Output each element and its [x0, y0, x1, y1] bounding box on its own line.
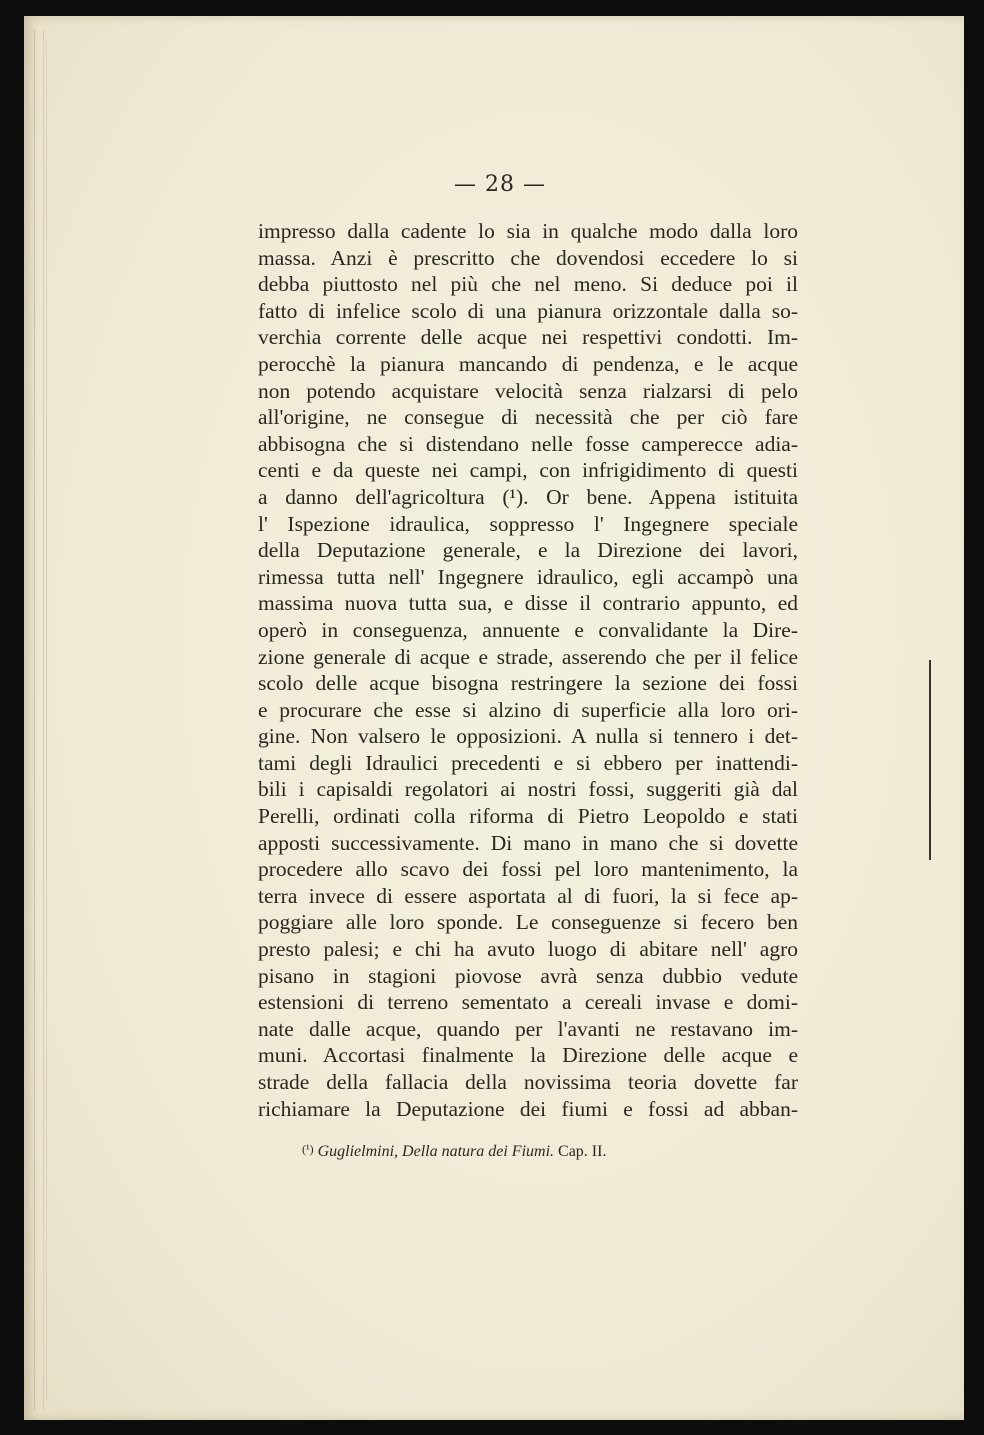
footnote-marker: (¹) — [302, 1142, 314, 1156]
text-line: zione generale di acque e strade, asserendo che per il felice — [258, 644, 798, 669]
text-line: nate dalle acque, quando per l'avanti ne restavano im- — [258, 1016, 798, 1041]
text-line: abbisogna che si distendano nelle fosse camperecce adia- — [258, 431, 798, 456]
text-line: poggiare alle loro sponde. Le conseguenze si fecero ben — [258, 910, 798, 935]
text-line: terra invece di essere asportata al di fuori, la si fece ap- — [258, 883, 798, 908]
text-line: centi e da queste nei campi, con infrigidimento di questi — [258, 458, 798, 483]
body-text — [258, 218, 798, 1122]
footnote-reference: Cap. II. — [558, 1143, 607, 1160]
binding-edge — [34, 30, 44, 1410]
text-line: fatto di infelice scolo di una pianura orizzontale dalla so- — [258, 298, 798, 323]
text-line: all'origine, ne consegue di necessità che per ciò fare — [258, 405, 798, 430]
text-line: bili i capisaldi regolatori ai nostri fossi, suggeriti già dal — [258, 777, 798, 802]
text-line: pisano in stagioni piovose avrà senza dubbio vedute — [258, 963, 798, 988]
text-line: della Deputazione generale, e la Direzione dei lavori, — [258, 538, 798, 563]
text-line: scolo delle acque bisogna restringere la sezione dei fossi — [258, 671, 798, 696]
footnote — [302, 1142, 606, 1161]
text-line: apposti successivamente. Di mano in mano che si dovette — [258, 830, 798, 855]
text-line: tami degli Idraulici precedenti e si ebbero per inattendi- — [258, 750, 798, 775]
text-line: richiamare la Deputazione dei fiumi e fossi ad abban- — [258, 1096, 798, 1121]
text-line: operò in conseguenza, annuente e convalidante la Dire- — [258, 617, 798, 642]
text-line: debba piuttosto nel più che nel meno. Si deduce poi il — [258, 272, 798, 297]
text-line: procedere allo scavo dei fossi pel loro mantenimento, la — [258, 857, 798, 882]
text-line: e procurare che esse si alzino di superficie alla loro ori- — [258, 697, 798, 722]
text-line: l' Ispezione idraulica, soppresso l' Ingegnere speciale — [258, 511, 798, 536]
text-line: muni. Accortasi finalmente la Direzione delle acque e — [258, 1043, 798, 1068]
page-number: — 28 — — [454, 172, 546, 197]
text-line: a danno dell'agricoltura (¹). Or bene. Appena istituita — [258, 484, 798, 509]
text-line: Perelli, ordinati colla riforma di Pietro Leopoldo e stati — [258, 804, 798, 829]
footnote-author: Guglielmini, — [317, 1143, 399, 1160]
text-line: verchia corrente delle acque nei respettivi condotti. Im- — [258, 325, 798, 350]
text-line: non potendo acquistare velocità senza rialzarsi di pelo — [258, 378, 798, 403]
text-line: presto palesi; e chi ha avuto luogo di abitare nell' agro — [258, 937, 798, 962]
text-line: massima nuova tutta sua, e disse il contrario appunto, ed — [258, 591, 798, 616]
margin-mark — [929, 660, 931, 860]
text-line: rimessa tutta nell' Ingegnere idraulico, egli accampò una — [258, 564, 798, 589]
text-line: strade della fallacia della novissima teoria dovette far — [258, 1070, 798, 1094]
text-line: estensioni di terreno sementato a cereali invase e domi- — [258, 990, 798, 1015]
text-line: massa. Anzi è prescritto che dovendosi eccedere lo si — [258, 245, 798, 270]
text-line: gine. Non valsero le opposizioni. A nulla si tennero i det- — [258, 724, 798, 749]
binding-edge-inner — [46, 40, 47, 1400]
footnote-title: Della natura dei Fiumi. — [402, 1143, 555, 1160]
text-line: impresso dalla cadente lo sia in qualche modo dalla loro — [258, 219, 798, 243]
text-line: perocchè la pianura mancando di pendenza, e le acque — [258, 351, 798, 376]
